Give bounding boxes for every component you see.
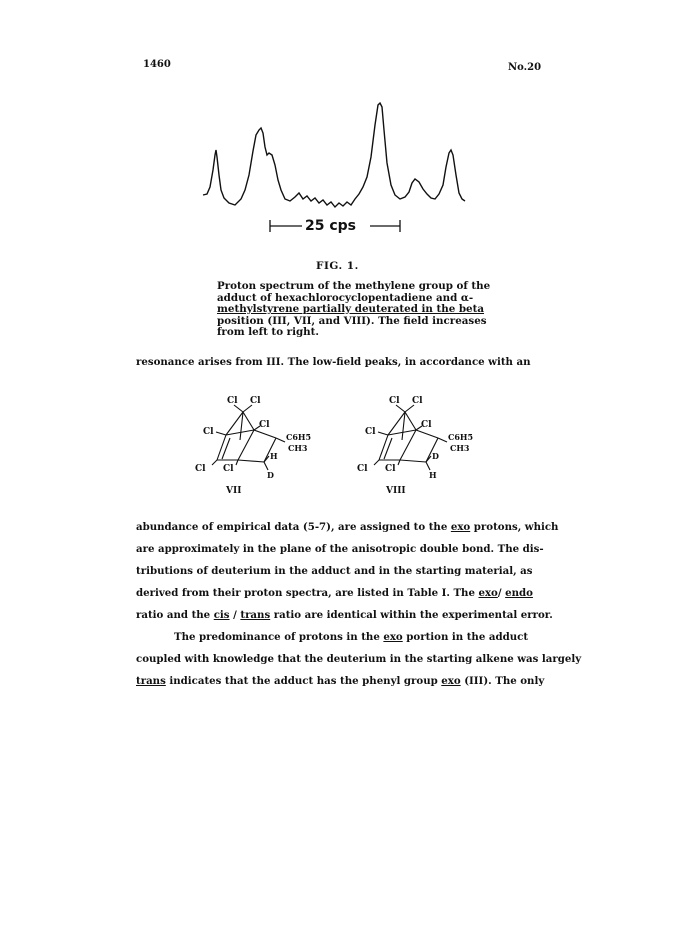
atom-label: H xyxy=(429,470,437,480)
text-run: endo xyxy=(505,587,533,599)
spectrum-trace xyxy=(203,103,465,207)
atom-label: C6H5 xyxy=(448,432,474,442)
body-text-line: are approximately in the plane of the anisotropic double bond. The dis- xyxy=(136,543,544,555)
text-run: The predominance of protons in the xyxy=(174,631,384,643)
atom-label: Cl xyxy=(412,396,423,406)
caption-line: Proton spectrum of the methylene group of the xyxy=(217,280,491,292)
text-run: derived from their proton spectra, are listed in Table I. The xyxy=(136,587,479,599)
body-text-line: resonance arises from III. The low-field peaks, in accordance with an xyxy=(136,356,531,368)
page-number: 1460 xyxy=(143,59,171,70)
atom-label: H xyxy=(270,451,278,461)
text-run: exo xyxy=(450,521,471,533)
atom-label: C6H5 xyxy=(286,432,312,442)
atom-label: Cl xyxy=(389,396,400,406)
caption-line: position (III, VII, and VIII). The field increases xyxy=(217,314,487,327)
atom-label: CH3 xyxy=(288,443,308,453)
text-run: (III). The only xyxy=(460,675,545,687)
atom-label: D xyxy=(267,470,274,480)
body-text-line xyxy=(136,609,553,621)
text-run: exo xyxy=(441,675,461,687)
atom-label: D xyxy=(432,451,439,461)
figure-caption xyxy=(217,281,517,339)
atom-label: Cl xyxy=(250,396,261,406)
atom-label: Cl xyxy=(195,464,206,474)
text-run: portion in the adduct xyxy=(402,631,529,643)
body-text-line xyxy=(136,675,544,687)
text-run: cis xyxy=(213,609,230,621)
atom-label: Cl xyxy=(223,464,234,474)
body-text-line xyxy=(136,521,558,533)
text-run: exo xyxy=(478,587,498,599)
caption-line: from left to right. xyxy=(217,326,320,338)
text-run: exo xyxy=(383,631,403,643)
atom-label: Cl xyxy=(357,464,368,474)
atom-label: Cl xyxy=(259,420,270,430)
text-run: trans xyxy=(240,609,271,621)
atom-label: Cl xyxy=(365,427,376,437)
text-run: ratio are identical within the experimental error. xyxy=(270,609,553,621)
body-text-line xyxy=(136,587,533,599)
caption-line: methylstyrene partially deuterated in the beta xyxy=(217,303,485,315)
atom-label: Cl xyxy=(227,396,238,406)
text-run: protons, which xyxy=(470,521,559,533)
text-run: / xyxy=(229,609,241,621)
atom-label: Cl xyxy=(203,427,214,437)
atom-label: Cl xyxy=(385,464,396,474)
body-text-line: tributions of deuterium in the adduct and in the starting material, as xyxy=(136,565,533,577)
atom-label: CH3 xyxy=(450,443,470,453)
structure-label: VII xyxy=(226,486,242,496)
text-run: indicates that the adduct has the phenyl group xyxy=(165,675,442,687)
issue-number: No.20 xyxy=(508,62,542,73)
scale-bar-label: 25 cps xyxy=(305,218,357,234)
text-run: ratio and the xyxy=(136,609,214,621)
caption-line: adduct of hexachlorocyclopentadiene and α- xyxy=(217,291,474,304)
text-run: / xyxy=(497,587,506,599)
structure-vii xyxy=(190,390,340,502)
structure-label: VIII xyxy=(386,486,406,496)
body-text-line: coupled with knowledge that the deuterium in the starting alkene was largely xyxy=(136,653,582,665)
figure-number: FIG. 1. xyxy=(316,260,359,272)
structure-viii xyxy=(352,390,502,502)
text-run: abundance of empirical data (5-7), are assigned to the xyxy=(136,521,451,533)
text-run: trans xyxy=(136,675,166,687)
atom-label: Cl xyxy=(421,420,432,430)
body-text-line xyxy=(174,631,528,643)
